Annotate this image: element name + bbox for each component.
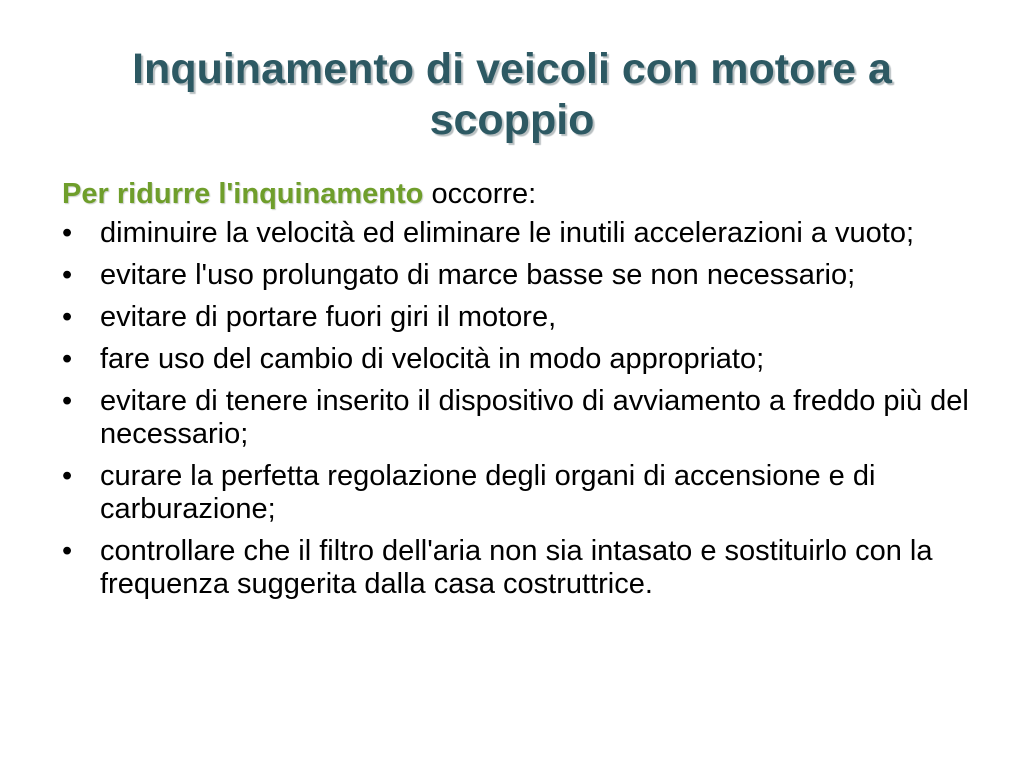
bullet-icon: • xyxy=(62,301,73,333)
bullet-text: controllare che il filtro dell'aria non sia intasato e sostituirlo con la frequenza suggerita dalla casa costruttrice. xyxy=(100,535,933,600)
bullet-list xyxy=(62,217,972,601)
bullet-text: evitare di tenere inserito il dispositivo di avviamento a freddo più del necessario; xyxy=(100,385,969,450)
slide-body xyxy=(62,178,972,610)
bullet-item xyxy=(62,385,972,451)
bullet-icon: • xyxy=(62,343,73,375)
bullet-icon: • xyxy=(62,385,73,417)
bullet-icon: • xyxy=(62,259,73,291)
bullet-item xyxy=(62,460,972,526)
bullet-item xyxy=(62,217,972,250)
bullet-item xyxy=(62,259,972,292)
bullet-item xyxy=(62,343,972,376)
slide-title: Inquinamento di veicoli con motore a scoppio xyxy=(132,45,892,144)
intro-rest: occorre: xyxy=(423,178,537,210)
bullet-text: curare la perfetta regolazione degli organi di accensione e di carburazione; xyxy=(100,460,876,525)
bullet-text: fare uso del cambio di velocità in modo appropriato; xyxy=(100,343,765,375)
bullet-item xyxy=(62,535,972,601)
bullet-icon: • xyxy=(62,217,73,249)
bullet-item xyxy=(62,301,972,334)
intro-highlight: Per ridurre l'inquinamento xyxy=(62,178,424,210)
bullet-text: diminuire la velocità ed eliminare le inutili accelerazioni a vuoto; xyxy=(100,217,915,249)
intro-line xyxy=(62,178,972,211)
bullet-text: evitare di portare fuori giri il motore, xyxy=(100,301,557,333)
bullet-icon: • xyxy=(62,460,73,492)
bullet-text: evitare l'uso prolungato di marce basse se non necessario; xyxy=(100,259,856,291)
bullet-icon: • xyxy=(62,535,73,567)
